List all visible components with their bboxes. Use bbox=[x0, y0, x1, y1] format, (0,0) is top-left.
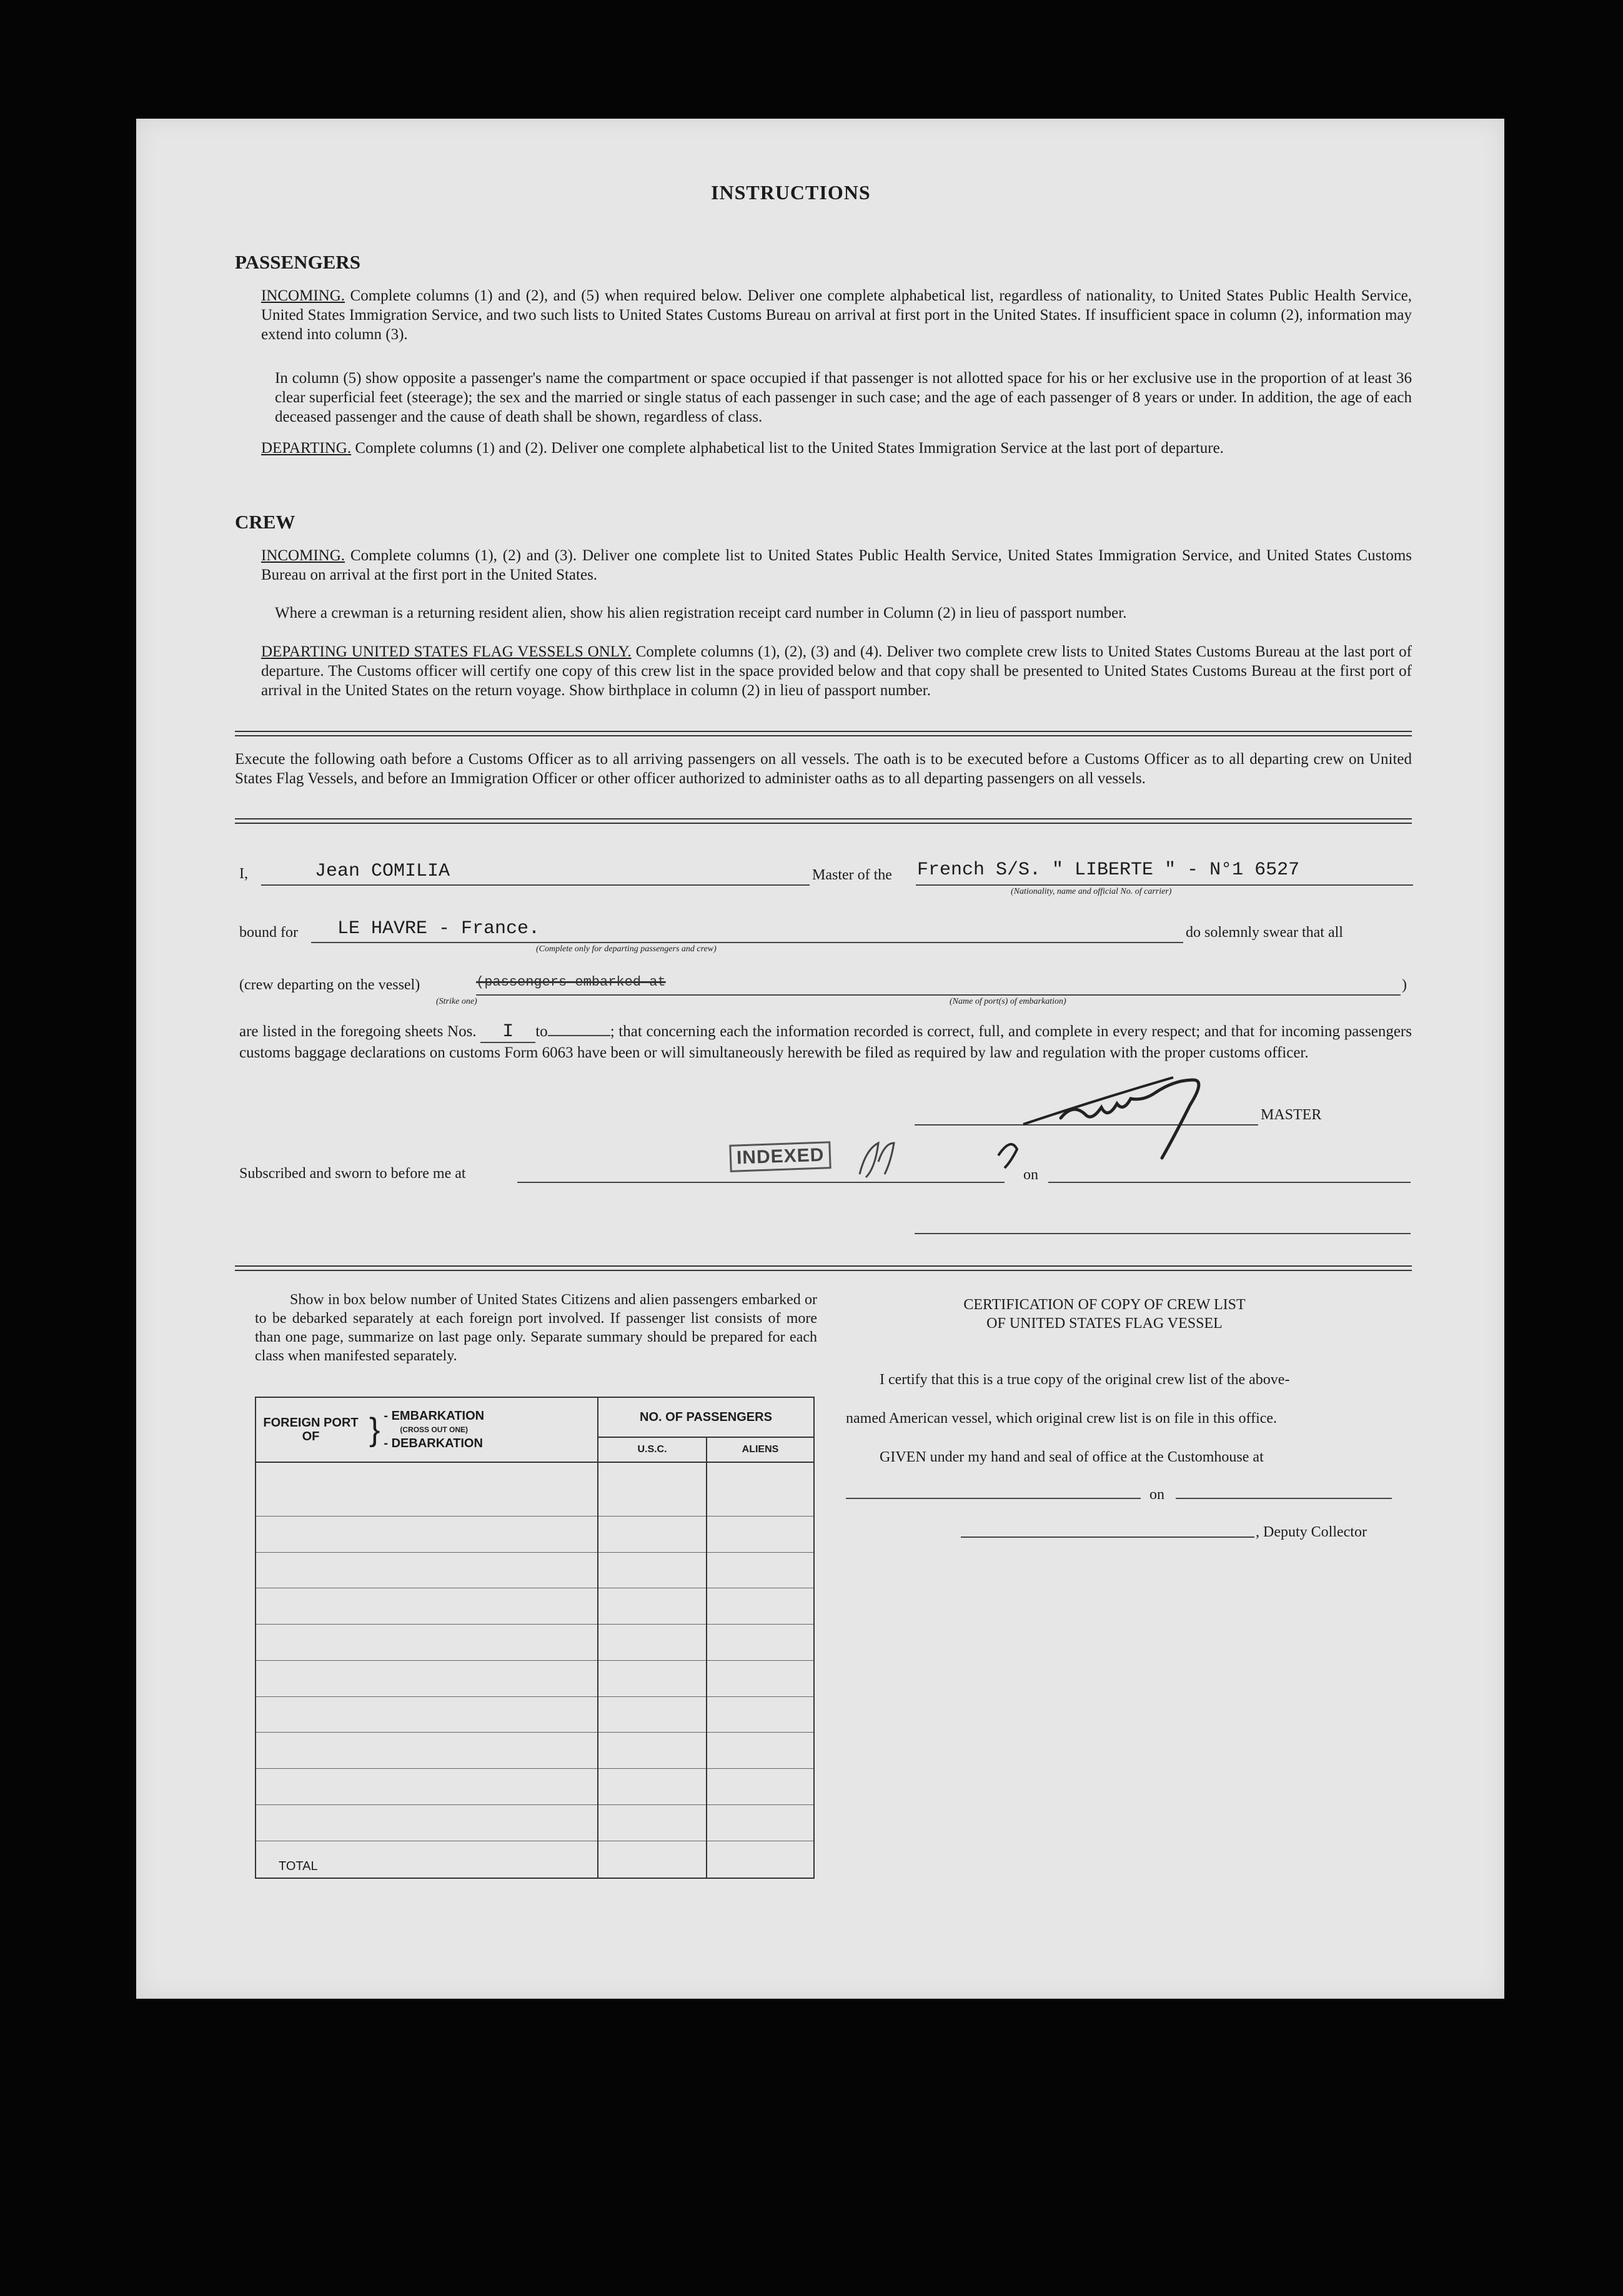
indexed-stamp: INDEXED bbox=[729, 1141, 831, 1172]
foreign-port-label: FOREIGN PORT OF bbox=[263, 1416, 359, 1443]
certification-text-2: named American vessel, which original crew list is on file in this office. bbox=[846, 1410, 1278, 1427]
passengers-departing-text: Complete columns (1) and (2). Deliver one complete alphabetical list to the United States Immigration Service at the last port of departure. bbox=[355, 440, 1224, 457]
master-name: Jean COMILIA bbox=[315, 861, 450, 882]
vessel-line bbox=[916, 884, 1413, 886]
ports-line bbox=[476, 994, 1401, 996]
stamp-initials bbox=[853, 1137, 910, 1187]
certification-date-line bbox=[1176, 1498, 1392, 1499]
passengers-column5-text: In column (5) show opposite a passenger's name the compartment or space occupied if that passenger is not allotted space for his or her exclusive use in the proportion of at least 36 clear superficial feet (steerage); the sex and the married or single status of each passenger in such case; and the age of each passenger of 8 years or under. In addition, the age of each deceased passenger and the cause of death shall be shown, regardless of class. bbox=[275, 370, 1412, 425]
passengers-count-header: NO. OF PASSENGERS bbox=[598, 1397, 814, 1437]
listed-label: are listed in the foregoing sheets Nos. bbox=[239, 1023, 477, 1040]
table-row bbox=[256, 1517, 814, 1553]
bound-for-value: LE HAVRE - France. bbox=[337, 918, 540, 939]
crew-departing bbox=[261, 642, 1412, 700]
oath-i-label: I, bbox=[239, 866, 248, 882]
passengers-incoming-label: INCOMING. bbox=[261, 287, 345, 304]
crew-resident-text: Where a crewman is a returning resident alien, show his alien registration receipt card number in Column (2) in lieu of passport number. bbox=[275, 605, 1127, 621]
table-row bbox=[256, 1462, 814, 1517]
crew-departing-label: (crew departing on the vessel) bbox=[239, 977, 420, 993]
sheet-from: I bbox=[480, 1022, 535, 1043]
bound-caption: (Complete only for departing passengers and crew) bbox=[536, 944, 717, 954]
officer-signature-line bbox=[915, 1233, 1411, 1234]
bound-for-label: bound for bbox=[239, 924, 298, 941]
vessel-caption: (Nationality, name and official No. of carrier) bbox=[1011, 887, 1172, 896]
certification-on-label: on bbox=[1149, 1487, 1164, 1503]
divider bbox=[235, 1265, 1412, 1271]
summary-instructions: Show in box below number of United States Citizens and alien passengers embarked or to be debarked separately at each foreign port involved. If passenger list consists of more than one page, summarize on last page only. Separate summary should be prepared for each class when manifested separately. bbox=[255, 1292, 817, 1364]
table-row bbox=[256, 1696, 814, 1733]
cross-out-label: (CROSS OUT ONE) bbox=[400, 1425, 469, 1434]
master-signature bbox=[973, 1056, 1236, 1180]
divider bbox=[235, 731, 1412, 736]
passengers-departing bbox=[261, 438, 1412, 458]
ports-caption: (Name of port(s) of embarkation) bbox=[950, 997, 1066, 1006]
subscribed-date-line bbox=[1048, 1182, 1411, 1183]
crew-departing-text: Complete columns (1), (2), (3) and (4). Deliver two complete crew lists to United States Customs Bureau at the last port of departure. The Customs officer will certify one copy of this crew list in the space provided below and that copy shall be presented to United States Customs Bureau at the first port of arrival in the United States on the return voyage. Show birthplace in column (2) in lieu of passport number. bbox=[261, 643, 1412, 699]
strike-caption: (Strike one) bbox=[436, 997, 477, 1006]
master-of-label: Master of the bbox=[812, 867, 892, 883]
struck-passengers-text: (passengers embarked at bbox=[476, 974, 666, 990]
sheet-to-blank bbox=[548, 1035, 610, 1036]
crew-departing-label: DEPARTING UNITED STATES FLAG VESSELS ONLY. bbox=[261, 643, 632, 660]
passengers-departing-label: DEPARTING. bbox=[261, 440, 352, 457]
subscribed-on-label: on bbox=[1023, 1167, 1038, 1183]
subscribed-label: Subscribed and sworn to before me at bbox=[239, 1165, 466, 1182]
listed-paragraph bbox=[239, 1022, 1412, 1062]
table-row bbox=[256, 1733, 814, 1769]
embarkation-label: - EMBARKATION bbox=[384, 1409, 485, 1423]
total-label: TOTAL bbox=[256, 1841, 598, 1878]
table-row bbox=[256, 1804, 814, 1841]
divider bbox=[235, 818, 1412, 824]
crew-incoming-label: INCOMING. bbox=[261, 547, 345, 564]
given-text: GIVEN under my hand and seal of office at the Customhouse at bbox=[880, 1449, 1264, 1465]
aliens-header: ALIENS bbox=[707, 1437, 814, 1462]
crew-incoming-text: Complete columns (1), (2) and (3). Deliver one complete list to United States Public Health Service, United States Immigration Service, and United States Customs Bureau on arrival at the first port in the United States. bbox=[261, 547, 1412, 583]
passenger-summary-table bbox=[255, 1397, 815, 1879]
document-title: INSTRUCTIONS bbox=[711, 181, 871, 204]
deputy-collector-label: , Deputy Collector bbox=[1256, 1524, 1367, 1540]
crew-heading: CREW bbox=[235, 511, 295, 533]
customhouse-line bbox=[846, 1498, 1141, 1499]
table-row bbox=[256, 1625, 814, 1661]
port-header: FOREIGN PORT OF } - EMBARKATION (CROSS OUT ONE) - DEBARKATION bbox=[256, 1397, 598, 1462]
to-label: to bbox=[535, 1023, 548, 1040]
listed-text: ; that concerning each the information recorded is correct, full, and complete in every respect; and that for incoming passengers customs baggage declarations on customs Form 6063 have been or will simultaneously herewith be filed as required by law and regulation with the proper customs officer. bbox=[239, 1023, 1412, 1061]
bound-for-line bbox=[311, 942, 1183, 943]
table-row bbox=[256, 1768, 814, 1804]
debarkation-label: - DEBARKATION bbox=[384, 1437, 483, 1450]
passengers-heading: PASSENGERS bbox=[235, 251, 360, 273]
master-name-line bbox=[261, 884, 810, 886]
table-row bbox=[256, 1660, 814, 1696]
passengers-incoming bbox=[261, 286, 1412, 344]
deputy-signature-line bbox=[961, 1536, 1254, 1538]
usc-header: U.S.C. bbox=[598, 1437, 707, 1462]
table-row bbox=[256, 1588, 814, 1625]
passengers-incoming-text: Complete columns (1) and (2), and (5) when required below. Deliver one complete alphabetical list, regardless of nationality, to United States Public Health Service, United States Immigration Service, and two such lists to United States Customs Bureau on arrival at first port in the United States. If insufficient space in column (2), information may extend into column (3). bbox=[261, 287, 1412, 343]
subscribed-place-line bbox=[517, 1182, 1005, 1183]
crew-incoming bbox=[261, 546, 1412, 585]
oath-intro: Execute the following oath before a Customs Officer as to all arriving passengers on all vessels. The oath is to be executed before a Customs Officer as to all departing crew on United States Flag Vessels, and before an Immigration Officer or other officer authorized to administer oaths as to all departing passengers on all vessels. bbox=[235, 751, 1412, 787]
swear-text: do solemnly swear that all bbox=[1186, 924, 1343, 941]
certification-title-1: CERTIFICATION OF COPY OF CREW LIST bbox=[963, 1297, 1246, 1313]
master-label: MASTER bbox=[1261, 1107, 1322, 1123]
close-paren: ) bbox=[1402, 977, 1407, 993]
certification-text-1: I certify that this is a true copy of the original crew list of the above- bbox=[880, 1372, 1290, 1388]
certification-title-2: OF UNITED STATES FLAG VESSEL bbox=[986, 1315, 1223, 1332]
total-row bbox=[256, 1841, 814, 1878]
vessel-name: French S/S. " LIBERTE " - N°1 6527 bbox=[917, 859, 1300, 881]
table-row bbox=[256, 1552, 814, 1588]
document-page bbox=[136, 119, 1504, 1999]
